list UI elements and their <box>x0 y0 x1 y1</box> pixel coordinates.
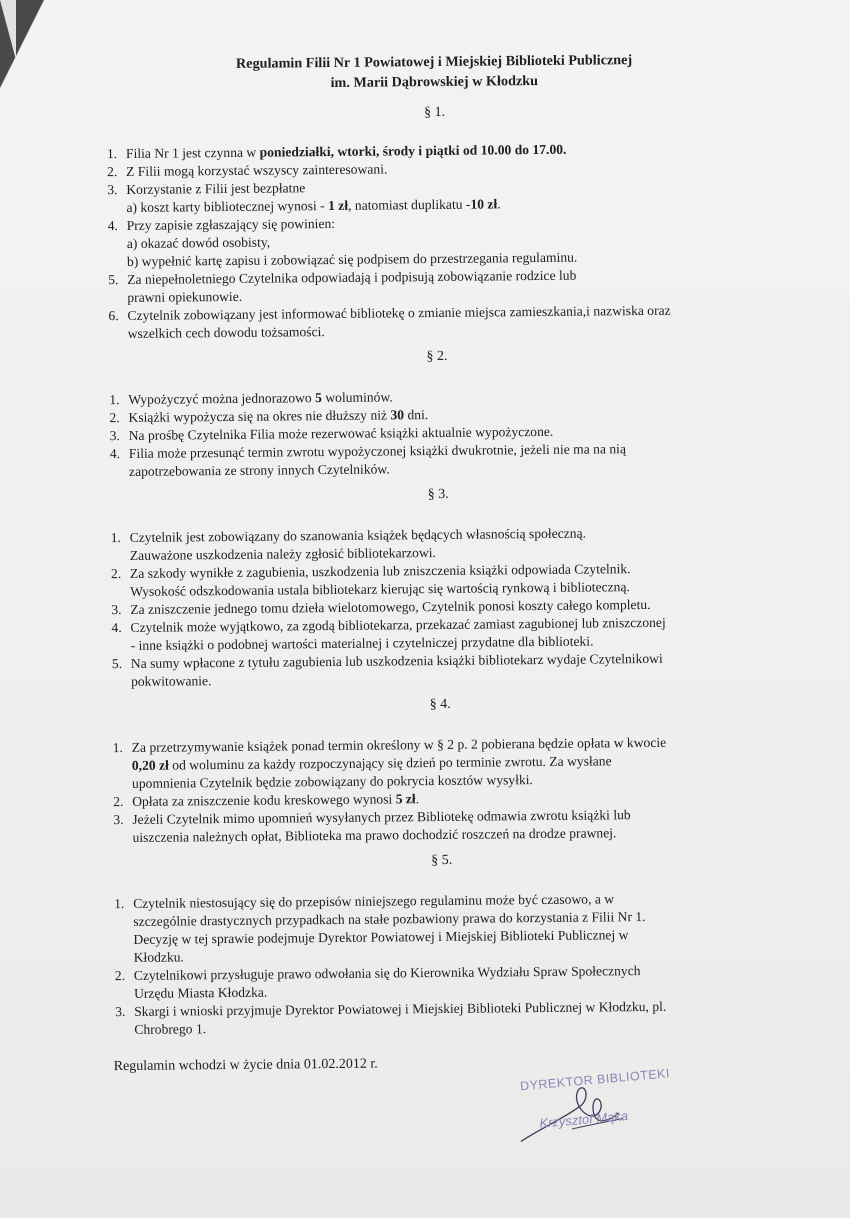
list-item <box>111 805 771 847</box>
item-continuation: wszelkich cech dowodu tożsamości. <box>127 324 325 341</box>
document-body <box>104 49 774 1077</box>
item-text: Na sumy wpłacone z tytułu zagubienia lub uszkodzenia książki bibliotekarz wydaje Czytelnikowi <box>130 650 663 671</box>
item-continuation: - inne książki o podobnej wartości materialnej i czytelniczej przydatne dla biblioteki. <box>130 633 594 653</box>
item-text: Na prośbę Czytelnika Filia może rezerwować książki aktualnie wypożyczone. <box>128 423 554 443</box>
item-text: Czytelnik niestosujący się do przepisów niniejszego regulaminu może być czasowo, a w <box>133 891 615 911</box>
item-text: Książki wypożycza się na okres nie dłuższy niż <box>128 407 391 425</box>
item-number: 4. <box>107 218 118 234</box>
list-item <box>113 997 773 1039</box>
item-continuation: Urzędu Miasta Kłodzka. <box>133 984 268 1001</box>
item-text: Za szkody wynikłe z zagubienia, uszkodzenia lub zniszczenia książki odpowiada Czytelnik. <box>129 561 631 581</box>
item-text: od woluminu za każdy rozpoczynający się dzień po terminie zwrotu. Za wysłane <box>168 753 612 773</box>
item-sub-line: a) okazać dowód osobisty, <box>126 234 271 251</box>
item-number: 2. <box>109 410 120 426</box>
section-2-mark: § 2. <box>426 348 448 365</box>
item-sub-line: b) wypełnić kartę zapisu i zobowiązać się podpisem do przestrzegania regulaminu. <box>126 249 578 269</box>
item-text: Z Filii mogą korzystać wszyscy zainteresowani. <box>126 161 388 179</box>
stamp-title: DYREKTOR BIBLIOTEKI <box>519 1066 671 1094</box>
list-item <box>111 733 771 793</box>
section-2-list <box>107 385 768 481</box>
item-continuation: Kłodzku. <box>133 949 184 965</box>
item-number: 1. <box>106 146 118 162</box>
list-item <box>106 301 766 343</box>
item-number: 5. <box>108 272 119 288</box>
item-text: Czytelnikowi przysługuje prawo odwołania się do Kierownika Wydziału Spraw Społecznych <box>133 963 641 983</box>
handwritten-signature <box>507 1056 703 1152</box>
effective-date-statement: Regulamin wchodzi w życie dnia 01.02.2012 r. <box>113 1056 378 1075</box>
item-continuation: upomnienia Czytelnik będzie zobowiązany do pokrycia kosztów wysyłki. <box>131 772 533 791</box>
item-continuation: pokwitowanie. <box>130 673 212 689</box>
section-5-mark: § 5. <box>431 852 453 869</box>
item-number: 3. <box>109 428 120 444</box>
section-3-mark: § 3. <box>427 486 449 503</box>
item-text: Za niepełnoletniego Czytelnika odpowiadają i podpisują zobowiązanie rodzice lub <box>127 267 577 287</box>
folded-corner-edge <box>0 0 16 60</box>
item-continuation: Chrobrego 1. <box>134 1021 207 1037</box>
title-line-1: Regulamin Filii Nr 1 Powiatowej i Miejskiej Biblioteki Publicznej <box>235 52 633 72</box>
item-text: woluminów. <box>321 389 393 406</box>
list-item <box>106 211 766 271</box>
list-item <box>112 889 773 967</box>
item-number: 4. <box>111 620 122 636</box>
sub-bold: 1 zł <box>327 197 349 214</box>
item-continuation: Wysokość odszkodowania ustala bibliotekarz kierując się wartością rynkową i biblioteczną. <box>130 579 630 599</box>
section-5-list <box>112 889 773 1039</box>
item-bold-text: poniedziałki, wtorki, środy i piątki od 10.00 do 17.00. <box>259 141 567 160</box>
item-text: Opłata za zniszczenie kodu kreskowego wynosi <box>132 791 396 809</box>
item-continuation: prawni opiekunowie. <box>127 288 243 305</box>
sub-text: a) koszt karty bibliotecznej wynosi - <box>126 198 329 215</box>
document-title <box>104 49 764 95</box>
item-continuation: szczególnie drastycznych przypadkach na stałe pozbawiony prawa do korzystania z Filii Nr 1. <box>133 909 646 929</box>
item-bold-text: 30 <box>390 407 405 423</box>
director-stamp <box>507 1056 703 1152</box>
item-number: 2. <box>113 794 124 810</box>
item-text: Korzystanie z Filii jest bezpłatne <box>126 180 306 197</box>
section-3-list <box>109 523 771 691</box>
item-continuation: Zauważone uszkodzenia należy zgłosić bibliotekarzowi. <box>129 545 437 563</box>
item-text: Czytelnik zobowiązany jest informować bibliotekę o zmianie miejsca zamieszkania,i nazwiska oraz <box>127 302 671 323</box>
section-4-list <box>111 733 772 847</box>
item-number: 6. <box>108 308 119 324</box>
section-4-mark: § 4. <box>429 696 451 713</box>
item-number: 1. <box>110 530 121 546</box>
item-continuation: Decyzję w tej sprawie podejmuje Dyrektor Powiatowej i Miejskiej Biblioteki Publicznej w <box>133 927 629 947</box>
item-bold-text: 5 <box>315 390 322 406</box>
item-number: 1. <box>109 392 120 408</box>
item-text: Wypożyczyć można jednorazowo <box>128 390 316 407</box>
item-text: Filia może przesunąć termin zwrotu wypożyczonej książki dwukrotnie, jeżeli nie ma na nią <box>128 441 627 461</box>
item-number: 5. <box>111 656 123 672</box>
list-item <box>110 649 770 691</box>
item-text: . <box>415 791 420 807</box>
item-bold-text: 5 zł <box>395 791 416 807</box>
section-1-mark: § 1. <box>424 104 446 121</box>
list-item <box>108 439 768 481</box>
item-number: 2. <box>114 968 126 984</box>
title-line-2: im. Marii Dąbrowskiej w Kłodzku <box>330 73 539 91</box>
section-1-list <box>105 139 767 343</box>
item-number: 3. <box>107 182 118 198</box>
item-number: 3. <box>111 602 122 618</box>
sub-text: . <box>497 196 501 212</box>
item-text: Za przetrzymywanie książek ponad termin określony w § 2 p. 2 pobierana będzie opłata w kwocie <box>131 734 667 755</box>
item-number: 2. <box>107 164 118 180</box>
item-number: 1. <box>112 740 123 756</box>
item-continuation: zapotrzebowania ze strony innych Czytelników. <box>128 461 390 479</box>
item-number: 4. <box>109 446 121 462</box>
item-text: Filia Nr 1 jest czynna w <box>125 144 260 161</box>
item-number: 3. <box>113 812 124 828</box>
sub-text: , natomiast duplikatu - <box>348 196 471 213</box>
item-text: Jeżeli Czytelnik mimo upomnień wysyłanych przez Bibliotekę odmawia zwrotu książki lub <box>132 807 631 827</box>
item-text: Przy zapisie zgłaszający się powinien: <box>126 215 336 233</box>
item-text: Czytelnik może wyjątkowo, za zgodą bibliotekarza, przekazać zamiast zagubionej lub zniszczonej <box>130 614 666 635</box>
item-text: Za zniszczenie jednego tomu dzieła wielotomowego, Czytelnik ponosi koszty całego kompletu. <box>130 596 651 617</box>
item-text: dni. <box>403 407 429 423</box>
item-bold-text: 0,20 zł <box>131 757 169 773</box>
item-text: Skargi i wnioski przyjmuje Dyrektor Powiatowej i Miejskiej Biblioteki Publicznej w Kłodzku, pl. <box>134 998 667 1019</box>
item-number: 1. <box>114 896 125 912</box>
item-continuation: uiszczenia należnych opłat, Biblioteka ma prawo dochodzić roszczeń na drodze prawnej. <box>132 825 617 845</box>
sub-bold: 10 zł <box>470 196 498 212</box>
item-number: 3. <box>115 1004 126 1020</box>
stamp-name: Krzysztof Mąka <box>538 1108 629 1131</box>
item-number: 2. <box>110 566 122 582</box>
item-text: Czytelnik jest zobowiązany do szanowania książek będących własnością społeczną. <box>129 525 587 545</box>
